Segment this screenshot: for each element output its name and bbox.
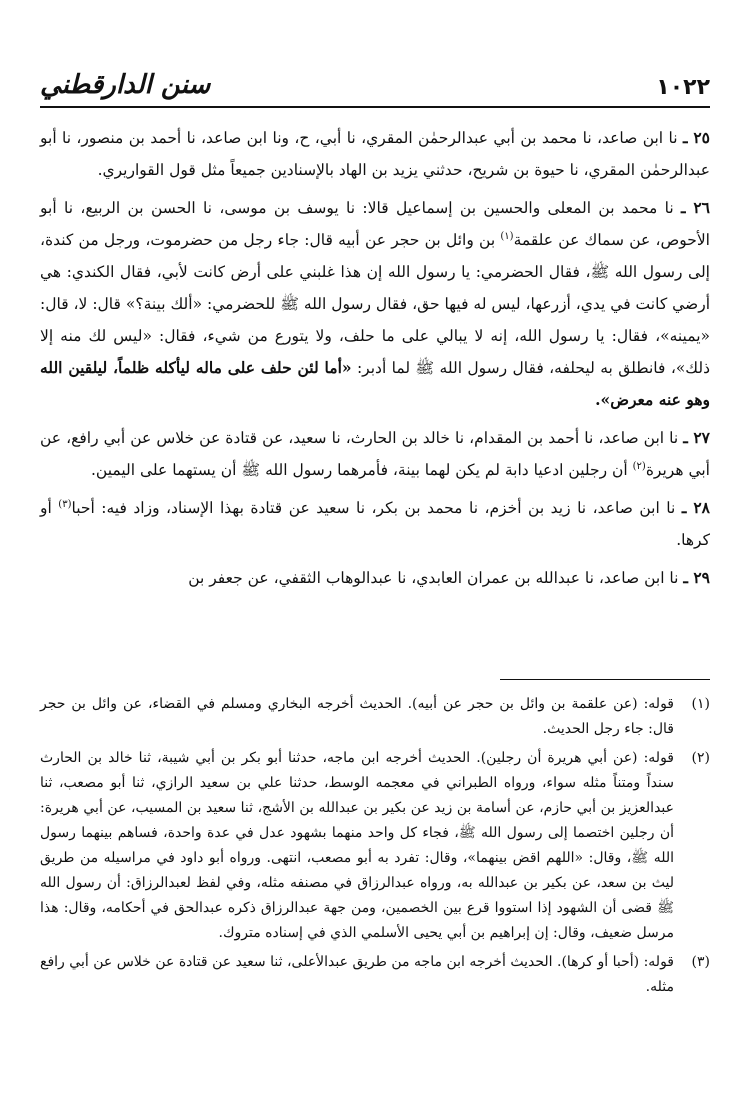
- hadith-text: أن رجلين ادعيا دابة لم يكن لهما بينة، فأمرهما رسول الله ﷺ أن يستهما على اليمين.: [91, 461, 633, 479]
- footnote-3: [40, 950, 710, 1000]
- hadith-text: نا ابن صاعد، نا أحمد بن المقدام، نا خالد بن الحارث، نا سعيد، عن قتادة عن خلاس عن أبي رافع، عن أبي هريرة: [40, 429, 710, 479]
- footnote-1: [40, 692, 710, 742]
- main-text: [40, 122, 710, 594]
- footnotes-section: [40, 665, 710, 1004]
- footnote-text: قوله: (أحبا أو كرها). الحديث أخرجه ابن ماجه من طريق عبدالأعلى، ثنا سعيد عن قتادة عن خلاس عن أبي رافع مثله.: [40, 954, 674, 995]
- page-header: [40, 60, 710, 108]
- footnote-number: (٢): [691, 750, 710, 766]
- hadith-28: [40, 492, 710, 556]
- hadith-number: ٢٥ ـ: [682, 128, 710, 147]
- hadith-27: [40, 422, 710, 486]
- book-title: سنن الدارقطني: [40, 70, 211, 100]
- footnote-number: (١): [691, 696, 710, 712]
- page-number: ١٠٢٢: [656, 75, 710, 100]
- hadith-text: أو كرها.: [40, 499, 710, 549]
- page: [40, 60, 710, 600]
- hadith-number: ٢٨ ـ: [681, 498, 711, 517]
- hadith-text: نا ابن صاعد، نا محمد بن أبي عبدالرحمٰن المقري، نا أبي، ح، ونا ابن صاعد، نا أحمد بن منصور، نا أبو عبدالرحمٰن المقري، نا حيوة بن شريح، حدثني يزيد بن الهاد بالإسنادين جميعاً مثل قول القواريري.: [40, 129, 710, 179]
- hadith-number: ٢٦ ـ: [680, 198, 710, 217]
- footnote-text: قوله: (عن أبي هريرة أن رجلين). الحديث أخرجه ابن ماجه، حدثنا أبو بكر بن أبي شيبة، ثنا خالد بن الحارث سنداً ومتناً مثله سواء، ورواه الطبراني في معجمه الوسط، حدثنا علي بن سعيد الرازي، ثنا أبو مصعب، ثنا عبدالعزيز بن أبي حازم، عن أسامة بن زيد عن بكير بن عبدالله بن الأشج، ثنا سعيد بن المسيب، عن أبي هريرة: أن رجلين اختصما إلى رسول الله ﷺ، فجاء كل واحد منهما بشهود عدل في عدة واحدة، فساهم بينهما رسول الله ﷺ، وقال: «اللهم اقض بينهما»، وقال: تفرد به أبو مصعب، انتهى. ورواه أبو داود في مراسيله من طريق ليث بن سعد، عن بكير بن عبدالله به، ورواه عبدالرزاق في مصنفه مثله، وفي لفظ لعبدالرزاق: أن رسول الله ﷺ قضى أن الشهود إذا استووا قرع بين الخصمين، ومن جهة عبدالرزاق ذكره عبدالحق في أحكامه، وقال: هذا مرسل ضعيف، وقال: إن إبراهيم بن أبي يحيى الأسلمي الذي في إسناده متروك.: [40, 750, 674, 941]
- hadith-26: [40, 192, 710, 416]
- hadith-text-bold: «أما لئن حلف على ماله ليأكله ظلماً، ليلقين الله وهو عنه معرض».: [40, 358, 710, 409]
- footnote-divider: [500, 679, 710, 680]
- hadith-29: [40, 562, 710, 594]
- hadith-text: نا ابن صاعد، نا عبدالله بن عمران العابدي، نا عبدالوهاب الثقفي، عن جعفر بن: [188, 569, 679, 587]
- hadith-text: بن وائل بن حجر عن أبيه قال: جاء رجل من حضرموت، ورجل من كندة، إلى رسول الله ﷺ، فقال الحضرمي: يا رسول الله إن هذا غلبني على أرض كانت لأبي، فقال الكندي: هي أرضي كانت في يدي، أزرعها، ليس له فيها حق، فقال رسول الله ﷺ للحضرمي: «ألك بينة؟» قال: لا، قال: «يمينه»، فقال: يا رسول الله، إنه لا يبالي على ما حلف، ولا يتورع من شيء، فقال: «ليس لك منه إلا ذلك»، فانطلق به ليحلفه، فقال رسول الله ﷺ لما أدبر:: [40, 231, 710, 377]
- footnote-ref[interactable]: (٣): [58, 498, 72, 510]
- hadith-text: نا محمد بن المعلى والحسين بن إسماعيل قالا: نا يوسف بن موسى، نا الحسن بن الربيع، نا أبو الأحوص، عن سماك عن علقمة: [40, 199, 710, 249]
- footnote-ref[interactable]: (٢): [632, 460, 646, 472]
- hadith-number: ٢٩ ـ: [683, 568, 710, 587]
- footnote-2: [40, 746, 710, 946]
- hadith-25: [40, 122, 710, 186]
- hadith-text: نا ابن صاعد، نا زيد بن أخزم، نا محمد بن بكر، نا سعيد عن قتادة بهذا الإسناد، وزاد فيه: أحبا: [71, 499, 676, 517]
- hadith-number: ٢٧ ـ: [683, 428, 710, 447]
- footnote-text: قوله: (عن علقمة بن وائل بن حجر عن أبيه). الحديث أخرجه البخاري ومسلم في القضاء، عن وائل بن حجر قال: جاء رجل الحديث.: [40, 696, 674, 737]
- footnote-ref[interactable]: (١): [500, 230, 514, 242]
- footnote-number: (٣): [691, 954, 710, 970]
